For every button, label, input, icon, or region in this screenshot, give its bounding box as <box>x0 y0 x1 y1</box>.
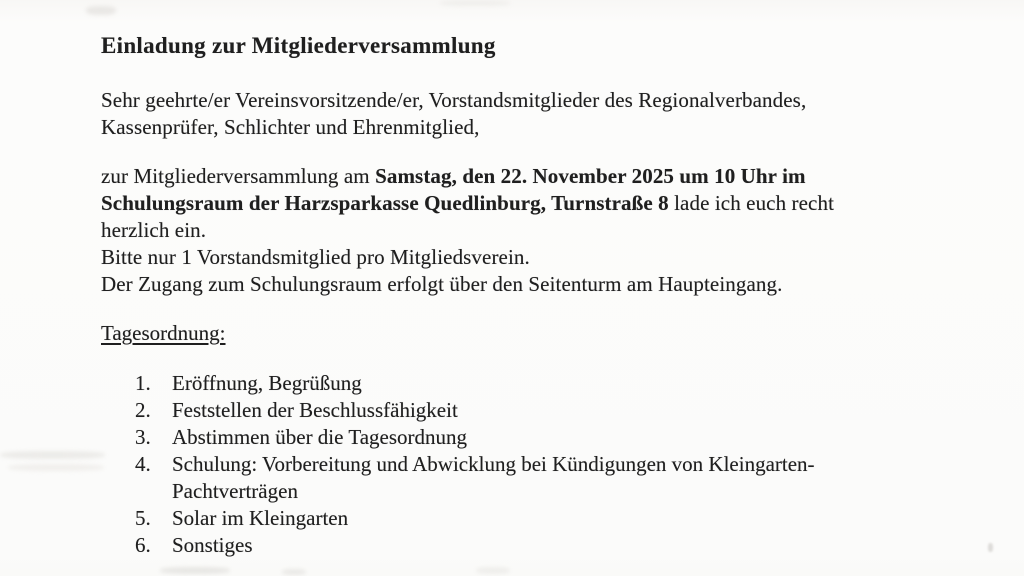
scan-artifact <box>440 0 510 6</box>
scan-artifact <box>160 567 230 574</box>
agenda-item-4 <box>101 451 964 505</box>
agenda-item-3 <box>101 424 964 451</box>
meeting-location: Schulungsraum der Harzsparkasse Quedlinburg, Turnstraße 8 <box>101 191 669 215</box>
invitation-intro: zur Mitgliederversammlung am <box>101 164 376 188</box>
agenda-item-number: 1. <box>135 371 151 395</box>
agenda-item-text-line-1: Schulung: Vorbereitung und Abwicklung bei Kündigungen von Kleingarten- <box>172 452 815 476</box>
agenda-item-5 <box>101 505 964 532</box>
agenda-item-text-line-2: Pachtverträgen <box>172 479 298 503</box>
note-access: Der Zugang zum Schulungsraum erfolgt über den Seitenturm am Haupteingang. <box>101 272 783 296</box>
agenda-item-number: 3. <box>135 425 151 449</box>
agenda-item-text <box>172 451 815 505</box>
invitation-closing: herzlich ein. <box>101 218 207 242</box>
salutation-line-1: Sehr geehrte/er Vereinsvorsitzende/er, Vorstandsmitglieder des Regionalverbandes, <box>101 88 807 112</box>
agenda-item-6 <box>101 532 964 559</box>
scan-artifact <box>86 6 116 15</box>
salutation-paragraph <box>101 87 964 141</box>
salutation-line-2: Kassenprüfer, Schlichter und Ehrenmitglied, <box>101 115 480 139</box>
scan-artifact <box>988 543 993 552</box>
invitation-paragraph <box>101 163 964 298</box>
agenda-item-1 <box>101 370 964 397</box>
scan-artifact <box>8 464 104 471</box>
note-one-board-member: Bitte nur 1 Vorstandsmitglied pro Mitgliedsverein. <box>101 245 530 269</box>
agenda-item-number: 6. <box>135 533 151 557</box>
invitation-continuation: lade ich euch recht <box>668 191 835 215</box>
agenda-item-text: Eröffnung, Begrüßung <box>172 371 362 395</box>
agenda-item-number: 2. <box>135 398 151 422</box>
agenda-item-number: 5. <box>135 506 151 530</box>
agenda-heading: Tagesordnung: <box>101 321 226 345</box>
scan-artifact <box>0 451 105 459</box>
agenda-list <box>101 370 964 559</box>
agenda-item-text: Solar im Kleingarten <box>172 506 349 530</box>
agenda-item-2 <box>101 397 964 424</box>
agenda-item-text: Abstimmen über die Tagesordnung <box>172 425 468 449</box>
meeting-date-time: Samstag, den 22. November 2025 um 10 Uhr im <box>375 164 806 188</box>
scan-artifact <box>476 567 510 574</box>
agenda-item-number: 4. <box>135 452 151 476</box>
document-title: Einladung zur Mitgliederversammlung <box>101 33 496 58</box>
agenda-item-text: Sonstiges <box>172 533 253 557</box>
agenda-item-text: Feststellen der Beschlussfähigkeit <box>172 398 458 422</box>
scan-artifact <box>282 569 306 575</box>
